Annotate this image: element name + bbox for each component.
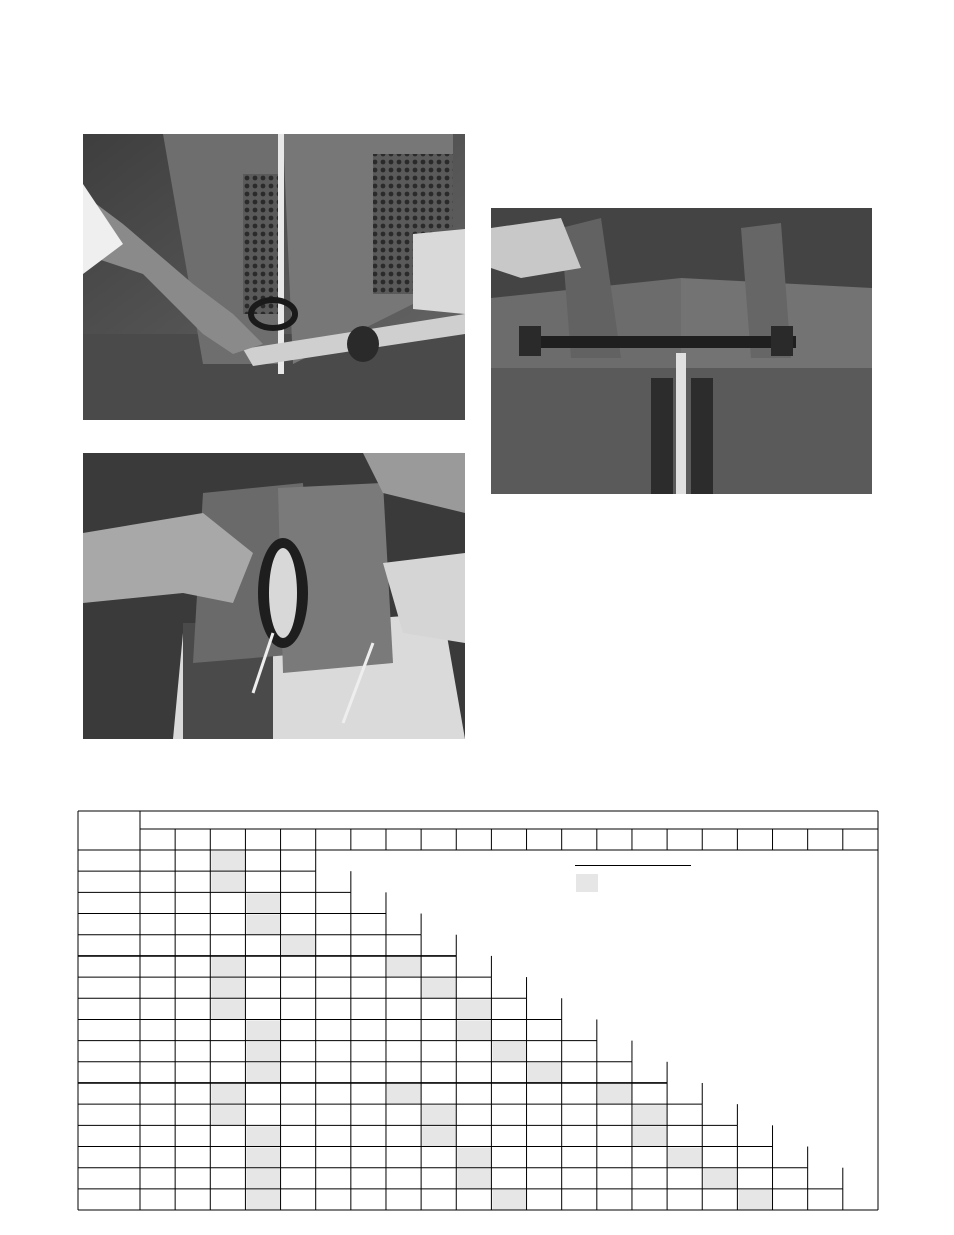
shaded-cell	[598, 1084, 632, 1104]
shaded-cell	[246, 1126, 280, 1146]
legend-swatch	[576, 874, 598, 892]
shaded-cell	[211, 957, 245, 977]
shaded-cell	[528, 1063, 562, 1083]
shaded-cell	[246, 1190, 280, 1210]
shaded-cell	[246, 893, 280, 913]
shaded-cell	[211, 851, 245, 871]
shaded-cell	[211, 978, 245, 998]
shaded-cell	[246, 1063, 280, 1083]
shaded-cell	[246, 1148, 280, 1168]
shaded-cell	[668, 1148, 702, 1168]
shaded-cell	[492, 1042, 526, 1062]
shaded-cell	[703, 1169, 737, 1189]
shaded-cell	[422, 1105, 456, 1125]
shaded-cell	[387, 1084, 421, 1104]
shaded-cell	[246, 1042, 280, 1062]
shaded-cell	[492, 1190, 526, 1210]
shaded-cell	[457, 999, 491, 1019]
shaded-cell	[246, 1020, 280, 1040]
shaded-cell	[246, 1169, 280, 1189]
shaded-cell	[211, 872, 245, 892]
shaded-cell	[633, 1126, 667, 1146]
shaded-cell	[738, 1190, 772, 1210]
shaded-cell	[457, 1020, 491, 1040]
shaded-cell	[633, 1105, 667, 1125]
shaded-cell	[211, 1105, 245, 1125]
shaded-cell	[211, 1084, 245, 1104]
shaded-cell	[422, 1126, 456, 1146]
shaded-cell	[422, 978, 456, 998]
shaded-cell	[211, 999, 245, 1019]
legend-rule	[575, 865, 691, 866]
shaded-cell	[246, 915, 280, 935]
shaded-cell	[387, 957, 421, 977]
shaded-cell	[282, 936, 316, 956]
shaded-cell	[457, 1148, 491, 1168]
shaded-cell	[457, 1169, 491, 1189]
